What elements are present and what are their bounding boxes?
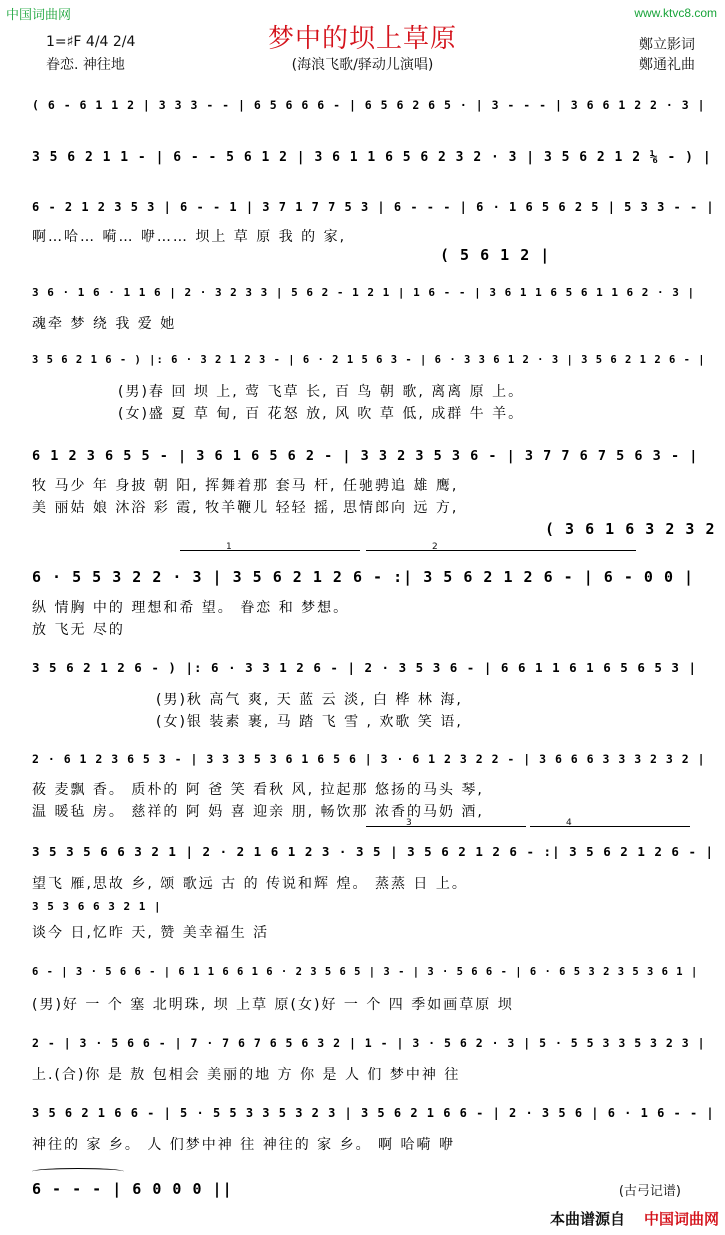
- lyric-line: (男)好 一 个 塞 北明珠, 坝 上草 原(女)好 一 个 四 季如画草原 坝: [32, 997, 514, 1013]
- lyric-line: 上.(合)你 是 敖 包相会 美丽的地 方 你 是 人 们 梦中神 往: [32, 1067, 461, 1083]
- volta-3-number: 3: [406, 818, 412, 828]
- score-row: 6 - 2 1 2 3 5 3 | 6 - - 1 | 3 7 1 7 7 5 3 | 6 - - - | 6 · 1 6 5 6 2 5 | 5 3 3 - - |: [32, 200, 715, 214]
- page-subtitle: (海浪飞歌/驿动儿演唱): [291, 57, 434, 73]
- score-row: 6 1 2 3 6 5 5 - | 3 6 1 6 5 6 2 - | 3 3 2 3 5 3 6 - | 3 7 7 6 7 5 6 3 - |: [32, 448, 699, 464]
- watermark-left: 中国词曲网: [6, 7, 72, 22]
- page-title: 梦中的坝上草原: [267, 24, 457, 54]
- tie-arc: [32, 1168, 124, 1175]
- lyric-line: (女)盛 夏 草 甸, 百 花怒 放, 风 吹 草 低, 成群 牛 羊。: [118, 406, 525, 422]
- score-row: 3 5 3 5 6 6 3 2 1 | 2 · 2 1 6 1 2 3 · 3 5 | 3 5 6 2 1 2 6 - :| 3 5 6 2 1 2 6 - |: [32, 844, 715, 859]
- score-row: 3 5 6 2 1 6 - ) |: 6 · 3 2 1 2 3 - | 6 · 2 1 5 6 3 - | 6 · 3 3 6 1 2 · 3 | 3 5 6 2 1 2 6 - |: [32, 354, 706, 366]
- lyric-line: 放 飞无 尽的: [32, 622, 125, 638]
- score-row: 3 5 6 2 1 2 6 - ) |: 6 · 3 3 1 2 6 - | 2 · 3 5 3 6 - | 6 6 1 1 6 1 6 5 6 5 3 |: [32, 660, 697, 675]
- lyric-line: (女)银 装素 裹, 马 踏 飞 雪 , 欢歌 笑 语,: [156, 714, 463, 730]
- watermark-right: www.ktvc8.com: [634, 6, 717, 20]
- volta-1-number: 1: [226, 542, 232, 552]
- footer-brand-link[interactable]: 中国词曲网: [643, 1210, 719, 1228]
- score-row: 6 - | 3 · 5 6 6 - | 6 1 1 6 6 1 6 · 2 3 5 6 5 | 3 - | 3 · 5 6 6 - | 6 · 6 5 3 2 3 5 3 6 1 |: [32, 966, 699, 978]
- score-row: 3 5 3 6 6 3 2 1 |: [32, 900, 162, 913]
- lyric-line: 神往的 家 乡。 人 们梦中神 往 神往的 家 乡。 啊 哈嗬 咿: [32, 1137, 455, 1153]
- score-row: 3 6 · 1 6 · 1 1 6 | 2 · 3 2 3 3 | 5 6 2 - 1 2 1 | 1 6 - - | 3 6 1 1 6 5 6 1 1 6 2 · 3 |: [32, 286, 696, 299]
- lyric-line: (男)秋 高气 爽, 天 蓝 云 淡, 白 桦 林 海,: [156, 692, 463, 708]
- key-signature: 1=♯F 4/4 2/4: [46, 34, 136, 50]
- volta-1: [180, 550, 360, 551]
- lyricist-credit: 鄭立影词: [639, 37, 695, 53]
- volta-4-number: 4: [566, 818, 572, 828]
- lyric-line: 魂牵 梦 绕 我 爱 她: [32, 316, 177, 332]
- lyric-line: 啊…哈… 嗬… 咿…… 坝上 草 原 我 的 家,: [32, 229, 347, 245]
- lyric-line: 美 丽姑 娘 沐浴 彩 霞, 牧羊鞭儿 轻轻 摇, 思情郎向 远 方,: [32, 500, 459, 516]
- score-row: ( 5 6 1 2 |: [440, 246, 551, 264]
- volta-2-number: 2: [432, 542, 438, 552]
- score-row: 2 · 6 1 2 3 6 5 3 - | 3 3 3 5 3 6 1 6 5 6 | 3 · 6 1 2 3 2 2 - | 3 6 6 6 3 3 3 2 3 2 |: [32, 752, 706, 766]
- lyric-line: 牧 马少 年 身披 朝 阳, 挥舞着那 套马 杆, 任驰骋追 雄 鹰,: [32, 478, 459, 494]
- score-row: 6 · 5 5 3 2 2 · 3 | 3 5 6 2 1 2 6 - :| 3 5 6 2 1 2 6 - | 6 - 0 0 |: [32, 568, 695, 586]
- score-row: 2 - | 3 · 5 6 6 - | 7 · 7 6 7 6 5 6 3 2 | 1 - | 3 · 5 6 2 · 3 | 5 · 5 5 3 3 5 3 2 3 |: [32, 1036, 706, 1050]
- lyric-line: 温 暖毡 房。 慈祥的 阿 妈 喜 迎亲 朋, 畅饮那 浓香的马奶 酒,: [32, 804, 484, 820]
- transcriber-note: (古弓记谱): [618, 1184, 681, 1199]
- footer-source: 本曲谱源自: [549, 1210, 625, 1228]
- lyric-line: 莜 麦飘 香。 质朴的 阿 爸 笑 看秋 风, 拉起那 悠扬的马头 琴,: [32, 782, 484, 798]
- composer-credit: 鄭通礼曲: [639, 57, 695, 73]
- volta-3: [366, 826, 526, 827]
- volta-4: [530, 826, 690, 827]
- lyric-line: 纵 情胸 中的 理想和希 望。 眷恋 和 梦想。: [32, 600, 350, 616]
- lyric-line: 谈今 日,忆昨 天, 赞 美幸福生 活: [32, 925, 270, 941]
- volta-2: [366, 550, 636, 551]
- lyric-line: 望飞 雁,思故 乡, 颂 歌远 古 的 传说和辉 煌。 蒸蒸 日 上。: [32, 876, 468, 892]
- lyric-line: (男)春 回 坝 上, 莺 飞草 长, 百 鸟 朝 歌, 离离 原 上。: [118, 384, 525, 400]
- score-row: 6 - - - | 6 0 0 0 ||: [32, 1180, 233, 1198]
- score-row: ( 3 6 1 6 3 2 3 2: [545, 520, 716, 538]
- score-row: ( 6 - 6 1 1 2 | 3 3 3 - - | 6 5 6 6 6 - | 6 5 6 2 6 5 · | 3 - - - | 3 6 6 1 2 2 · 3 |: [32, 98, 706, 112]
- score-row: 3 5 6 2 1 1 - | 6 - - 5 6 1 2 | 3 6 1 1 6 5 6 2 3 2 · 3 | 3 5 6 2 1 2 ⅙ - ) |: [32, 150, 712, 165]
- tempo-marking: 眷恋. 神往地: [46, 57, 125, 73]
- score-row: 3 5 6 2 1 6 6 - | 5 · 5 5 3 3 5 3 2 3 | 3 5 6 2 1 6 6 - | 2 · 3 5 6 | 6 · 1 6 - - |: [32, 1106, 715, 1120]
